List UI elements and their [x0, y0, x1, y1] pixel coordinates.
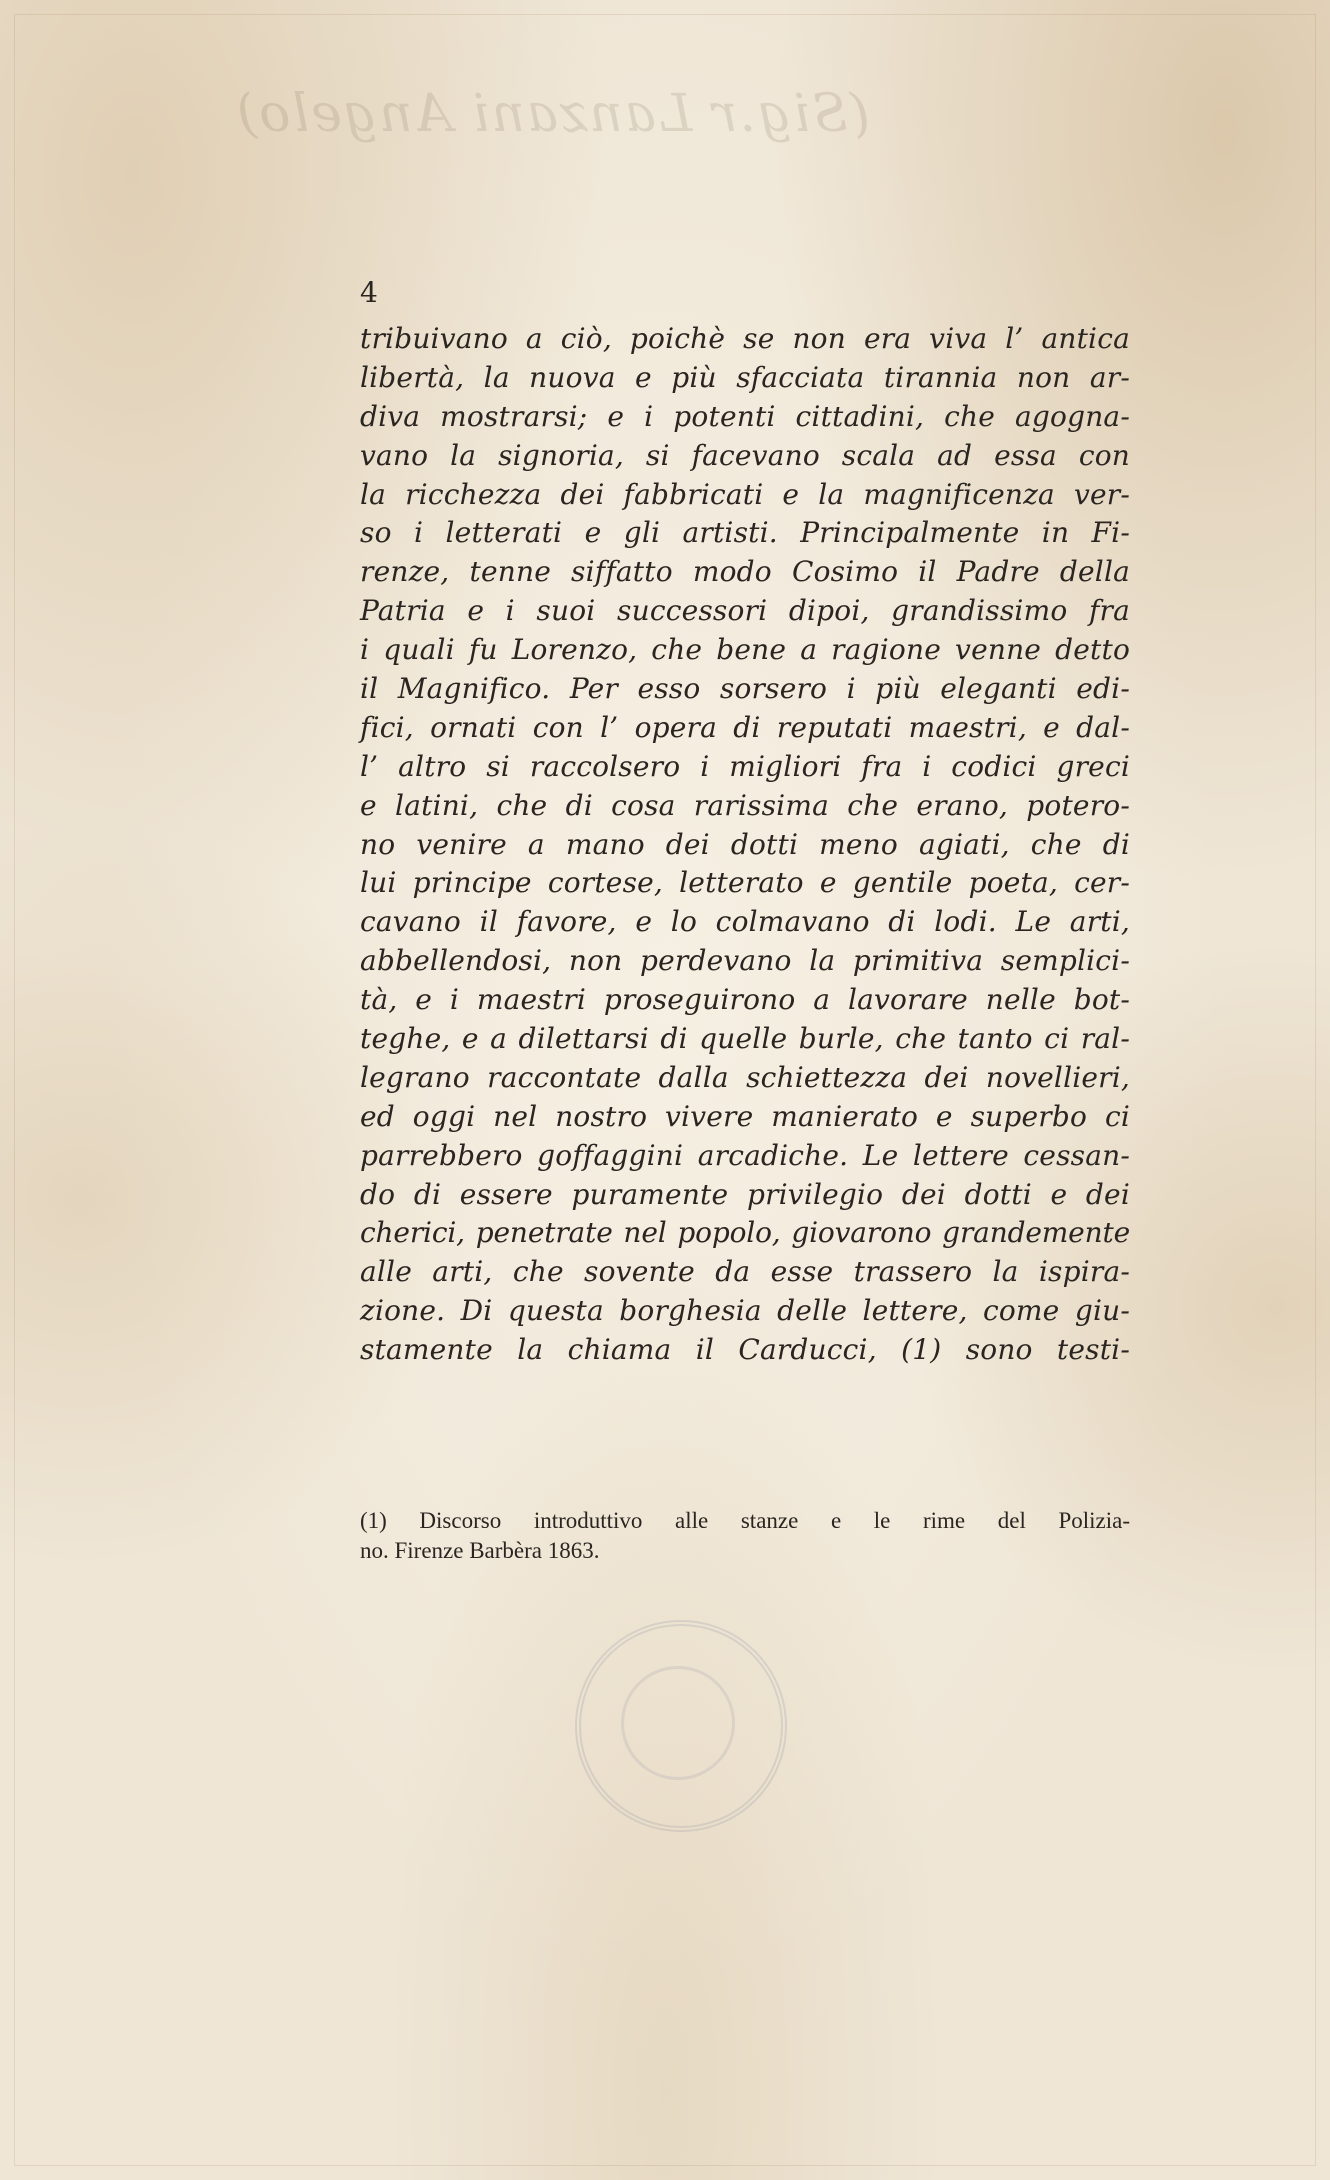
body-line: stamente la chiama il Carducci, (1) sono testi- [360, 1333, 1130, 1367]
body-line: Patria e i suoi successori dipoi, grandissimo fra [360, 594, 1130, 628]
page-number: 4 [360, 276, 378, 309]
body-line: zione. Di questa borghesia delle lettere, come giu- [360, 1294, 1130, 1328]
footnote [360, 1506, 1130, 1566]
body-line: cavano il favore, e lo colmavano di lodi. Le arti, [360, 905, 1130, 939]
body-text [360, 320, 1130, 1370]
body-line: abbellendosi, non perdevano la primitiva semplici- [360, 944, 1130, 978]
body-line: alle arti, che sovente da esse trassero la ispira- [360, 1255, 1130, 1289]
bleed-through-inscription: (Sig.r Lanzani Angelo) [234, 84, 870, 144]
body-line: vano la signoria, si facevano scala ad essa con [360, 438, 1130, 472]
footnote-line: no. Firenze Barbèra 1863. [360, 1538, 600, 1563]
body-line: e latini, che di cosa rarissima che erano, potero- [360, 788, 1130, 822]
body-line: ed oggi nel nostro vivere manierato e superbo ci [360, 1099, 1130, 1133]
body-line: cherici, penetrate nel popolo, giovarono grandemente [360, 1216, 1130, 1250]
body-line: so i letterati e gli artisti. Principalmente in Fi- [360, 516, 1130, 550]
body-line: do di essere puramente privilegio dei dotti e dei [360, 1177, 1130, 1211]
library-stamp-inner-ring [621, 1666, 735, 1780]
body-line: tribuivano a ciò, poichè se non era viva l’ antica [360, 322, 1130, 355]
body-line: diva mostrarsi; e i potenti cittadini, che agogna- [360, 399, 1130, 433]
body-line: il Magnifico. Per esso sorsero i più eleganti edi- [360, 672, 1130, 706]
body-line: lui principe cortese, letterato e gentile poeta, cer- [360, 866, 1130, 900]
body-line: teghe, e a dilettarsi di quelle burle, che tanto ci ral- [360, 1022, 1130, 1056]
body-line: la ricchezza dei fabbricati e la magnificenza ver- [360, 477, 1130, 511]
library-stamp-faint [575, 1620, 787, 1832]
footnote-line: (1) Discorso introduttivo alle stanze e le rime del Polizia- [360, 1508, 1130, 1533]
body-line: l’ altro si raccolsero i migliori fra i codici greci [360, 749, 1130, 783]
body-line: i quali fu Lorenzo, che bene a ragione venne detto [360, 633, 1130, 667]
body-line: tà, e i maestri proseguirono a lavorare nelle bot- [360, 983, 1130, 1017]
body-line: parrebbero goffaggini arcadiche. Le lettere cessan- [360, 1138, 1130, 1172]
body-line: libertà, la nuova e più sfacciata tirannia non ar- [360, 360, 1130, 394]
body-line: legrano raccontate dalla schiettezza dei novellieri, [360, 1060, 1130, 1094]
body-line: no venire a mano dei dotti meno agiati, che di [360, 827, 1130, 861]
body-line: fici, ornati con l’ opera di reputati maestri, e dal- [360, 710, 1130, 744]
body-line: renze, tenne siffatto modo Cosimo il Padre della [360, 555, 1130, 589]
